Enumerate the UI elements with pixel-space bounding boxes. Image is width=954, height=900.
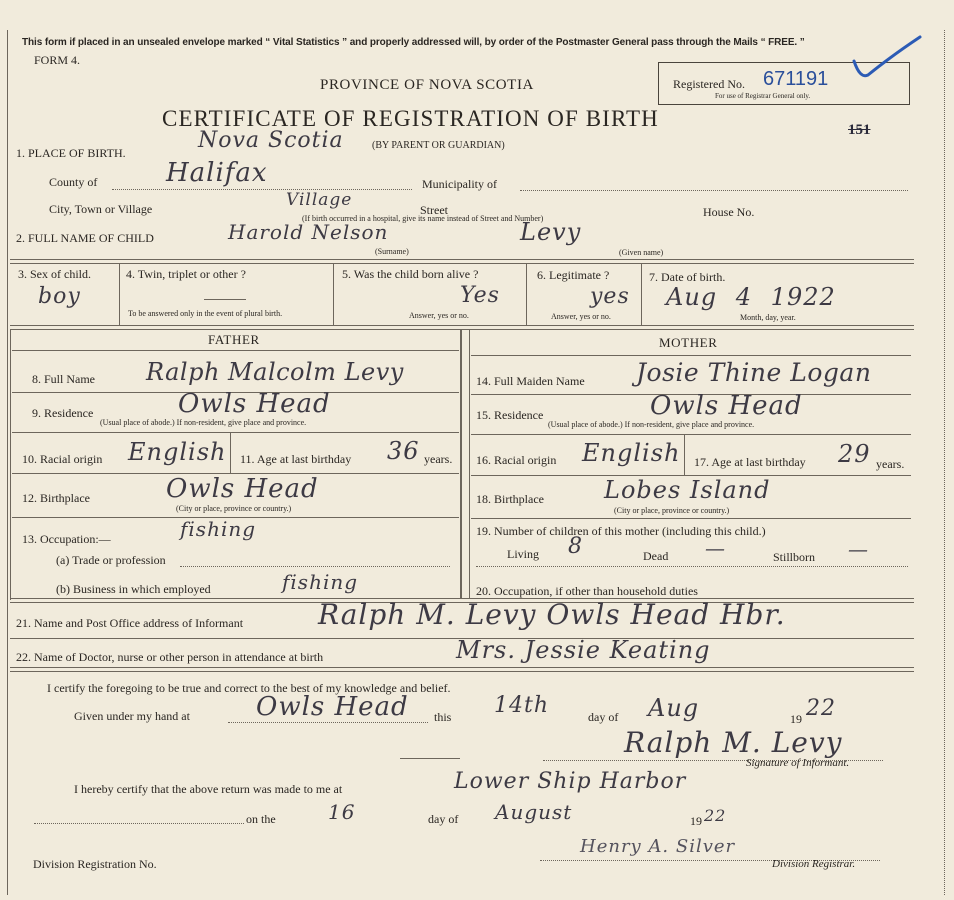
legitimate-note: Answer, yes or no. — [551, 312, 611, 321]
division-registration-label: Division Registration No. — [33, 857, 157, 871]
father-abode-note: (Usual place of abode.) If non-resident, give place and province. — [100, 418, 307, 427]
father-age: 36 — [387, 437, 420, 465]
registrar-statement: I hereby certify that the above return was made to me at — [74, 782, 343, 796]
children-dotline — [476, 566, 908, 567]
twin-note: To be answered only in the event of plural birth. — [128, 309, 283, 318]
registrar-place: Lower Ship Harbor — [454, 769, 687, 794]
mother-race-label: 16. Racial origin — [476, 453, 557, 467]
father-race-label: 10. Racial origin — [22, 452, 103, 466]
mother-occupation-label: 20. Occupation, if other than household duties — [476, 584, 698, 598]
child-name-label: 2. FULL NAME OF CHILD — [16, 231, 154, 245]
province-heading: PROVINCE OF NOVA SCOTIA — [320, 77, 534, 93]
sex-label: 3. Sex of child. — [18, 267, 91, 281]
doctor-label: 22. Name of Doctor, nurse or other person in attendance at birth — [16, 650, 324, 664]
sex-value: boy — [38, 284, 81, 309]
checkmark-icon — [850, 33, 925, 88]
col-divider — [119, 263, 120, 325]
center-divider — [460, 330, 462, 598]
children-count-label: 19. Number of children of this mother (including this child.) — [476, 524, 766, 538]
city-label: City, Town or Village — [49, 202, 153, 216]
given-at-label: Given under my hand at — [74, 709, 190, 723]
mother-abode-note: (Usual place of abode.) If non-resident, give place and province. — [548, 420, 755, 429]
registrar-signature: Henry A. Silver — [580, 836, 736, 857]
certify-place: Owls Head — [256, 692, 409, 722]
mother-race: English — [582, 439, 681, 467]
certificate-title: CERTIFICATE OF REGISTRATION OF BIRTH — [162, 106, 659, 131]
on-dotline — [34, 823, 244, 824]
informant-value: Ralph M. Levy Owls Head Hbr. — [318, 598, 786, 631]
dead-value: — — [705, 536, 726, 560]
certify-statement: I certify the foregoing to be true and correct to the best of my knowledge and belief. — [47, 681, 451, 695]
certify-day: 14th — [494, 693, 550, 718]
dob-value: Aug 4 1922 — [666, 283, 836, 311]
hospital-note: (If birth occurred in a hospital, give its name instead of Street and Number) — [302, 214, 544, 223]
municipality-label: Municipality of — [422, 177, 497, 191]
stamp-number: 151 — [848, 122, 871, 138]
stillborn-value: — — [848, 537, 869, 561]
legitimate-label: 6. Legitimate ? — [537, 268, 610, 282]
twin-dash — [204, 299, 246, 300]
mother-name: Josie Thine Logan — [636, 358, 872, 387]
signature-label: Signature of Informant. — [746, 757, 850, 769]
informant-label: 21. Name and Post Office address of Informant — [16, 616, 244, 630]
registration-label: Registered No. — [673, 77, 745, 91]
postage-notice: This form if placed in an unsealed envelope marked “ Vital Statistics ” and properly addressed will, by order of the Postmaster General pass through the Mails “ FREE. ” — [22, 37, 805, 48]
mother-residence: Owls Head — [650, 391, 803, 421]
father-age-label: 11. Age at last birthday — [240, 452, 352, 466]
municipality-dotline — [520, 190, 908, 191]
alive-value: Yes — [460, 283, 500, 308]
county-label: County of — [49, 175, 98, 189]
col-divider — [641, 263, 642, 325]
frame-left — [10, 330, 11, 600]
father-residence: Owls Head — [178, 389, 331, 419]
center-divider — [469, 330, 470, 598]
legitimate-value: yes — [590, 284, 630, 309]
col-divider — [230, 433, 231, 473]
registration-note: For use of Registrar General only. — [715, 92, 811, 100]
province-handwritten: Nova Scotia — [198, 128, 344, 153]
business-label: (b) Business in which employed — [56, 582, 211, 596]
living-label: Living — [507, 547, 539, 561]
father-business: fishing — [282, 570, 359, 594]
given-name-label: (Given name) — [619, 248, 664, 257]
divider-child — [10, 259, 914, 264]
father-race: English — [128, 438, 227, 466]
dead-label: Dead — [643, 549, 669, 563]
county-dotline — [112, 189, 412, 190]
mother-heading: MOTHER — [659, 335, 718, 350]
year-prefix: 19 — [790, 712, 802, 726]
twin-label: 4. Twin, triplet or other ? — [126, 267, 246, 281]
place-of-birth-label: 1. PLACE OF BIRTH. — [16, 146, 126, 160]
registrar-day-of-label: day of — [428, 812, 459, 826]
living-value: 8 — [568, 534, 583, 559]
this-label: this — [434, 710, 452, 724]
father-birthplace-note: (City or place, province or country.) — [176, 504, 292, 513]
frame-right-edge — [944, 30, 945, 895]
stillborn-label: Stillborn — [773, 550, 816, 564]
father-rule — [12, 432, 459, 433]
father-heading: FATHER — [208, 332, 260, 347]
father-occupation-label: 13. Occupation:— — [22, 532, 111, 546]
mother-rule — [471, 434, 911, 435]
surname-label: (Surname) — [375, 247, 409, 256]
mother-rule — [471, 518, 911, 519]
col-divider — [333, 263, 334, 325]
by-parent-label: (BY PARENT OR GUARDIAN) — [372, 140, 505, 151]
father-birthplace-label: 12. Birthplace — [22, 491, 90, 505]
alive-label: 5. Was the child born alive ? — [342, 267, 479, 281]
form-number: FORM 4. — [34, 53, 81, 67]
father-trade: fishing — [180, 517, 257, 541]
certify-year: 22 — [806, 696, 836, 721]
informant-signature: Ralph M. Levy — [624, 726, 843, 759]
dob-note: Month, day, year. — [740, 313, 796, 322]
registrar-year: 22 — [704, 806, 727, 825]
mother-birthplace-label: 18. Birthplace — [476, 492, 544, 506]
certify-month: Aug — [648, 694, 700, 722]
day-of-label: day of — [588, 710, 619, 724]
mother-birthplace: Lobes Island — [604, 476, 771, 504]
frame-left-edge — [7, 30, 8, 895]
alive-note: Answer, yes or no. — [409, 311, 469, 320]
col-divider — [684, 435, 685, 475]
trade-dotline — [180, 566, 450, 567]
trade-label: (a) Trade or profession — [56, 553, 166, 567]
dob-label: 7. Date of birth. — [649, 270, 726, 284]
mother-years: years. — [876, 457, 905, 471]
mother-residence-label: 15. Residence — [476, 408, 544, 422]
divider-certify — [10, 667, 914, 672]
divider-parents — [10, 325, 914, 330]
mother-birthplace-note: (City or place, province or country.) — [614, 506, 730, 515]
father-name: Ralph Malcolm Levy — [146, 358, 404, 386]
division-registrar-label: Division Registrar. — [772, 858, 856, 870]
street-label: Street — [420, 203, 448, 217]
doctor-value: Mrs. Jessie Keating — [456, 636, 711, 664]
child-surname: Levy — [520, 218, 582, 246]
registrar-day: 16 — [328, 800, 356, 824]
mother-name-label: 14. Full Maiden Name — [476, 374, 585, 388]
father-years: years. — [424, 452, 453, 466]
registrar-year-prefix: 19 — [690, 814, 702, 828]
on-the-label: on the — [246, 812, 276, 826]
mother-rule — [471, 355, 911, 356]
county-value: Halifax — [166, 158, 268, 188]
house-no-label: House No. — [703, 205, 755, 219]
mother-age: 29 — [838, 440, 871, 468]
short-rule — [400, 758, 460, 759]
registrar-month: August — [495, 800, 573, 824]
child-given-name: Harold Nelson — [228, 220, 389, 244]
father-name-label: 8. Full Name — [32, 372, 95, 386]
col-divider — [526, 263, 527, 325]
registration-number: 671191 — [763, 68, 829, 90]
mother-age-label: 17. Age at last birthday — [694, 455, 806, 469]
father-birthplace: Owls Head — [166, 474, 319, 504]
given-at-dotline — [228, 722, 428, 723]
father-residence-label: 9. Residence — [32, 406, 94, 420]
father-rule — [12, 350, 459, 351]
city-value: Village — [286, 190, 353, 210]
